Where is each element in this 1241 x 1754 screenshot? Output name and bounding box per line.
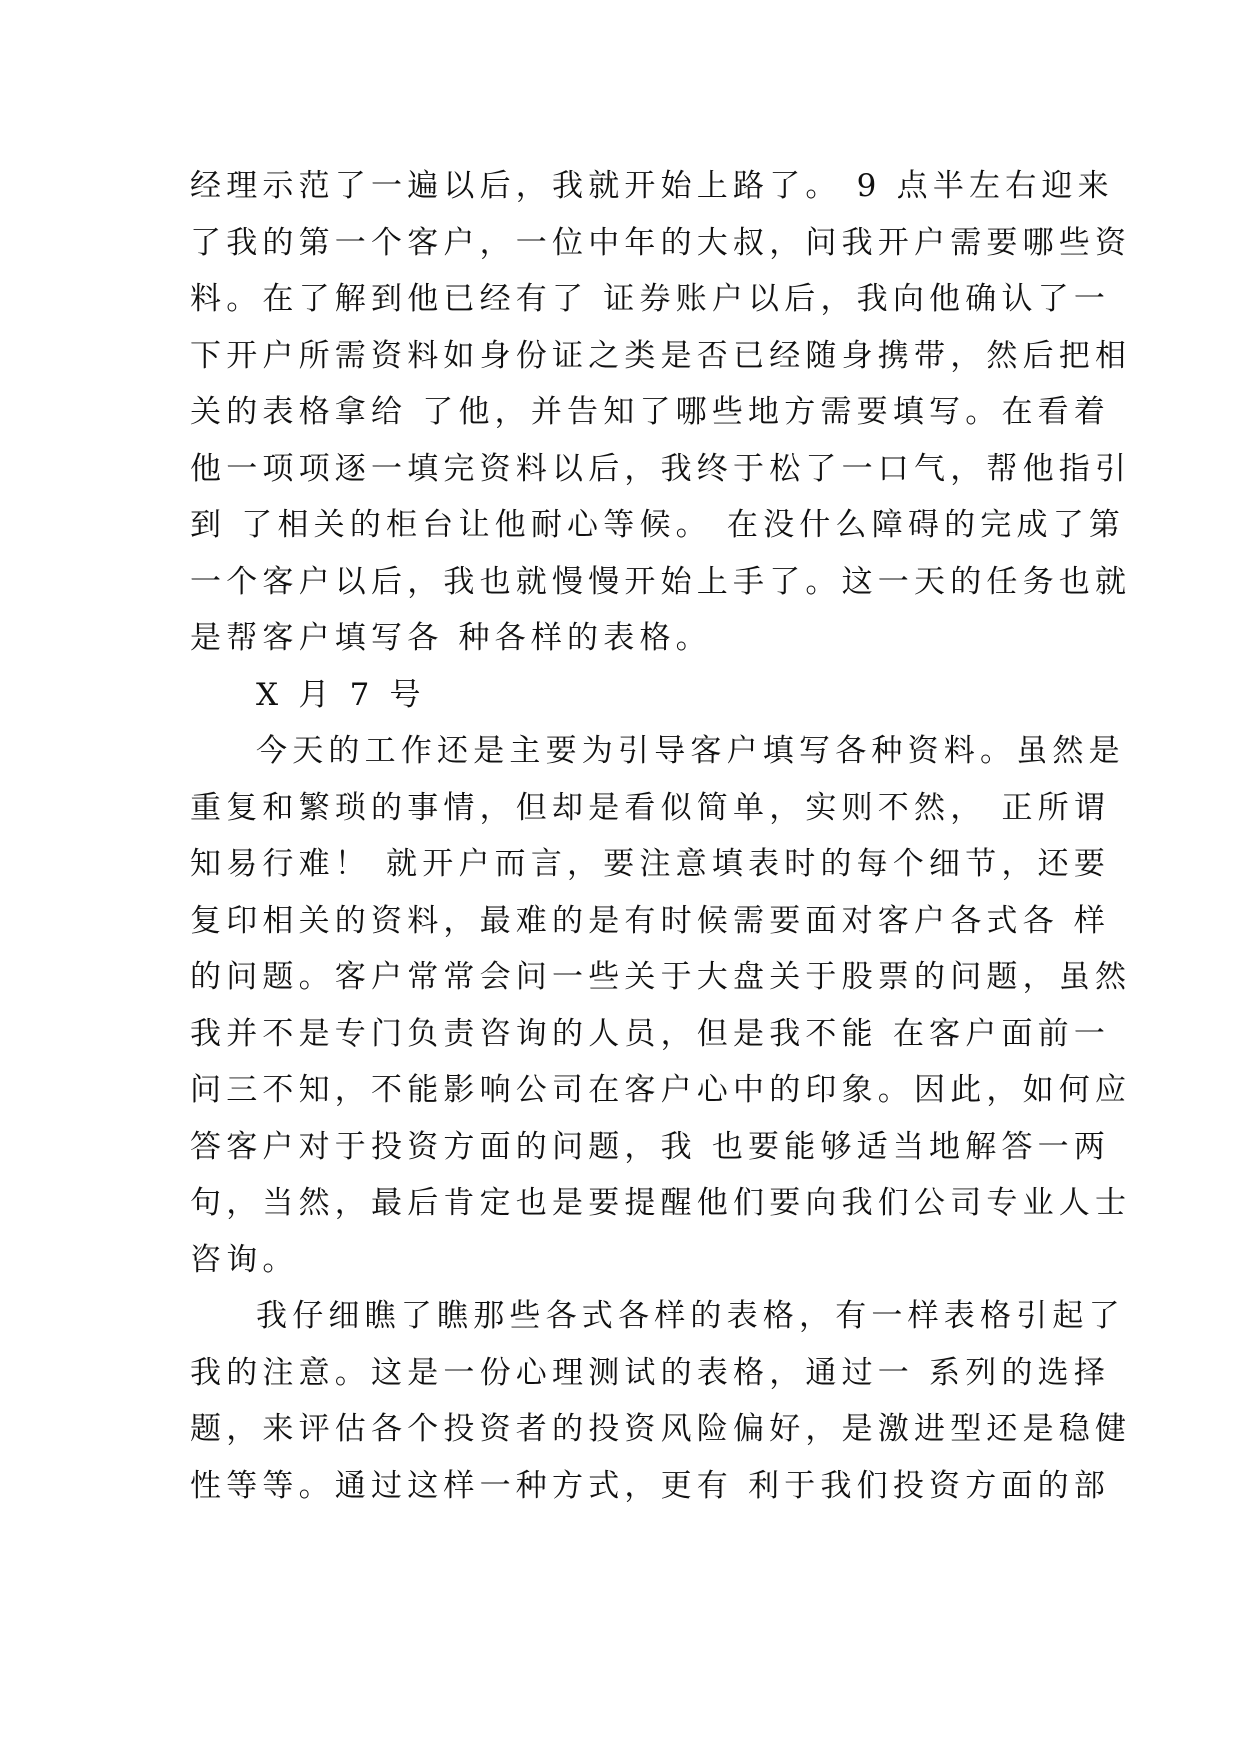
text-line: 我的注意。这是一份心理测试的表格，通过一 系列的选择: [190, 1354, 1111, 1391]
text-line: 关的表格拿给 了他，并告知了哪些地方需要填写。在看着: [190, 394, 1111, 430]
text-line: 答客户对于投资方面的问题，我 也要能够适当地解答一两: [190, 1128, 1111, 1165]
text-line: 是帮客户填写各 种各样的表格。: [190, 620, 712, 656]
text-line: 一个客户以后，我也就慢慢开始上手了。这一天的任务也就: [190, 563, 1132, 600]
text-line: 知易行难！ 就开户而言，要注意填表时的每个细节，还要: [190, 846, 1111, 882]
date-heading: X 月 7 号: [256, 676, 426, 713]
text-line: 料。在了解到他已经有了 证券账户以后，我向他确认了一: [190, 281, 1111, 317]
text-line: 咨询。: [190, 1241, 299, 1278]
text-line: 题，来评估各个投资者的投资风险偏好，是激进型还是稳健: [190, 1411, 1132, 1447]
text-line: 句，当然，最后肯定也是要提醒他们要向我们公司专业人士: [190, 1185, 1132, 1221]
text-line: 他一项项逐一填完资料以后，我终于松了一口气，帮他指引: [190, 450, 1132, 487]
text-line: 我并不是专门负责咨询的人员，但是我不能 在客户面前一: [190, 1015, 1111, 1052]
text-line: 我仔细瞧了瞧那些各式各样的表格，有一样表格引起了: [256, 1298, 1125, 1334]
text-line: 了我的第一个客户，一位中年的大叔，问我开户需要哪些资: [190, 224, 1132, 261]
body-text: [190, 158, 1132, 1514]
text-line: 重复和繁琐的事情，但却是看似简单，实则不然， 正所谓: [190, 789, 1111, 826]
text-line: 下开户所需资料如身份证之类是否已经随身携带，然后把相: [190, 337, 1132, 374]
text-line: 复印相关的资料，最难的是有时候需要面对客户各式各 样: [190, 902, 1111, 939]
text-line: 今天的工作还是主要为引导客户填写各种资料。虽然是: [256, 733, 1125, 769]
text-line: 经理示范了一遍以后，我就开始上路了。 9 点半左右迎来: [190, 168, 1114, 204]
text-line: 性等等。通过这样一种方式，更有 利于我们投资方面的部: [190, 1467, 1111, 1504]
text-line: 的问题。客户常常会问一些关于大盘关于股票的问题，虽然: [190, 959, 1132, 995]
text-line: 问三不知，不能影响公司在客户心中的印象。因此，如何应: [190, 1072, 1132, 1108]
text-line: 到 了相关的柜台让他耐心等候。 在没什么障碍的完成了第: [190, 507, 1126, 543]
